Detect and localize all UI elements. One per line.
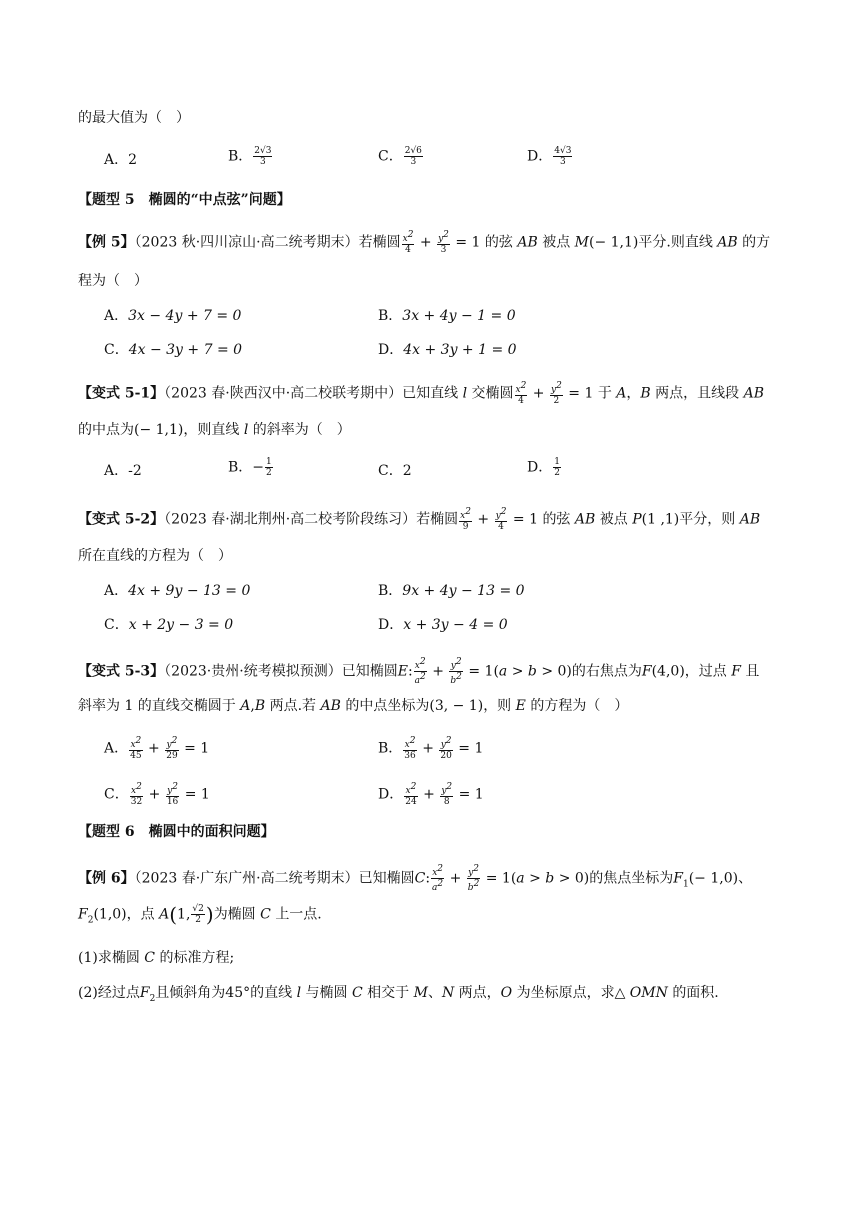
option-a: A．2 <box>104 152 138 168</box>
v53-option-d: D． $\frac{x^2}{24}$ + $\frac{y^2}{8}$ = 1 <box>378 782 484 807</box>
variant-5-2-line-1: 【变式 5-2】（2023 春·湖北荆州·高二校考阶段练习）若椭圆 $\frac{x^2}{9}$ + $\frac{y^2}{4}$ = 1 的弦 AB 被点 P(1 ,1)平分，则 AB <box>78 507 761 532</box>
variant-5-1-line-1: 【变式 5-1】（2023 春·陕西汉中·高二校联考期中）已知直线 l 交椭圆 $\frac{x^2}{4}$ + $\frac{y^2}{2}$ = 1 于 A，B 两点，且线段 AB <box>78 381 765 406</box>
variant-5-3-line-1: 【变式 5-3】（2023·贵州·统考模拟预测）已知椭圆E: $\frac{x^2}{a^2}$ + $\frac{y^2}{b^2}$ = 1(a > b > 0)的右焦点为F(4,0)，过点 F 且 <box>78 657 760 686</box>
ex5-option-a: A．3x − 4y + 7 = 0 <box>104 308 242 324</box>
v51-option-c: C．2 <box>378 463 412 479</box>
example-6-line-1: 【例 6】（2023 春·广东广州·高二统考期末）已知椭圆C: $\frac{x^2}{a^2}$ + $\frac{y^2}{b^2}$ = 1(a > b > 0)的焦点坐标为$F_1(- 1,0)$、 <box>78 864 753 893</box>
example-5-line-2: 程为（ ） <box>78 273 148 289</box>
option-c: C． $\frac{2√6}{3}$ <box>378 146 422 167</box>
variant-5-3-line-2: 斜率为 1 的直线交椭圆于 A,B 两点.若 AB 的中点坐标为(3, − 1)，则 E 的方程为（ ） <box>78 698 629 714</box>
example-6-question-2: (2)经过点$F_2$且倾斜角为45°的直线 l 与椭圆 C 相交于 M、N 两点，O 为坐标原点，求△ OMN 的面积. <box>78 985 719 1004</box>
question-tail: 的最大值为（ ） <box>78 110 190 126</box>
example-6-question-1: (1)求椭圆 C 的标准方程; <box>78 950 235 966</box>
v53-option-b: B． $\frac{x^2}{36}$ + $\frac{y^2}{20}$ = 1 <box>378 736 484 761</box>
section-title-5: 【题型 5 椭圆的“中点弦”问题】 <box>78 192 291 208</box>
variant-5-2-line-2: 所在直线的方程为（ ） <box>78 548 232 564</box>
v51-option-d: D． $\frac{1}{2}$ <box>527 457 560 478</box>
v52-option-b: B．9x + 4y − 13 = 0 <box>378 583 525 599</box>
v52-option-a: A．4x + 9y − 13 = 0 <box>104 583 251 599</box>
example-6-line-2: $F_2(1,0)$，点 A(1, $\frac{√2}{2}$ )为椭圆 C 上一点. <box>78 902 322 927</box>
ex5-option-c: C．4x − 3y + 7 = 0 <box>104 342 243 358</box>
v52-option-d: D．x + 3y − 4 = 0 <box>378 617 508 633</box>
option-d: D． $\frac{4√3}{3}$ <box>527 146 572 167</box>
ex5-option-d: D．4x + 3y + 1 = 0 <box>378 342 517 358</box>
example-5-line-1: 【例 5】（2023 秋·四川凉山·高二统考期末）若椭圆 $\frac{x^2}{4}$ + $\frac{y^2}{3}$ = 1 的弦 AB 被点 M(− 1,1)平分.则直线 AB 的方 <box>78 230 771 255</box>
v51-option-b: B．− $\frac{1}{2}$ <box>228 457 272 478</box>
section-title-6: 【题型 6 椭圆中的面积问题】 <box>78 824 275 840</box>
v53-option-a: A． $\frac{x^2}{45}$ + $\frac{y^2}{29}$ = 1 <box>104 736 210 761</box>
v52-option-c: C．x + 2y − 3 = 0 <box>104 617 234 633</box>
v51-option-a: A．-2 <box>104 463 142 479</box>
option-b: B． $\frac{2√3}{3}$ <box>228 146 272 167</box>
variant-5-1-line-2: 的中点为(− 1,1)，则直线 l 的斜率为（ ） <box>78 422 351 438</box>
v53-option-c: C． $\frac{x^2}{32}$ + $\frac{y^2}{16}$ = 1 <box>104 782 210 807</box>
ex5-option-b: B．3x + 4y − 1 = 0 <box>378 308 516 324</box>
